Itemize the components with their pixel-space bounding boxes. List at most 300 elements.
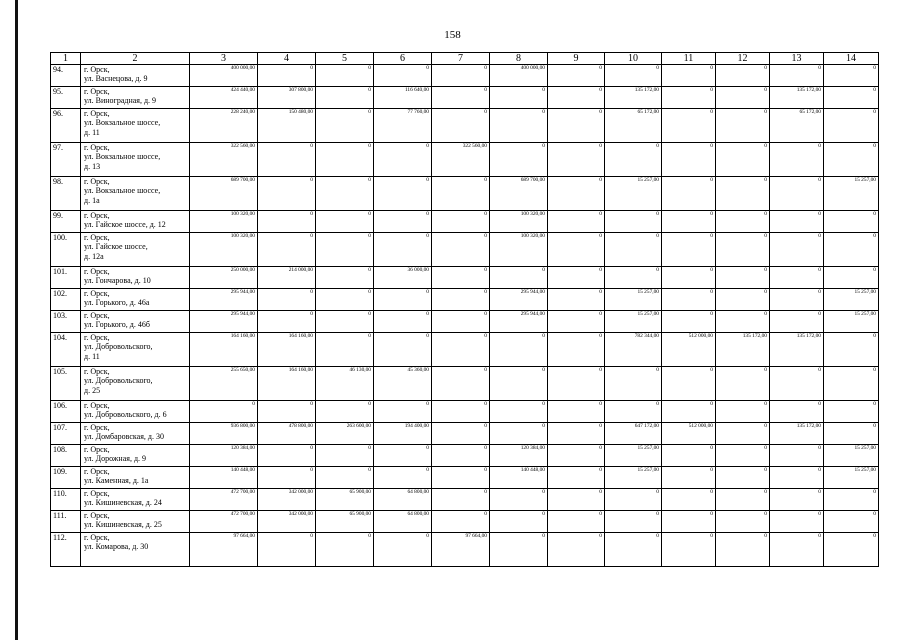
table-row bbox=[51, 233, 879, 267]
value-cell: 135 172,00 bbox=[770, 87, 824, 109]
value-cell: 0 bbox=[770, 267, 824, 289]
value-cell: 0 bbox=[716, 233, 770, 267]
value-cell: 322 560,00 bbox=[190, 143, 258, 177]
table-row bbox=[51, 87, 879, 109]
row-number: 101. bbox=[51, 267, 81, 289]
address-cell: г. Орск, ул. Кишиневская, д. 24 bbox=[81, 489, 190, 511]
value-cell: 0 bbox=[662, 511, 716, 533]
row-number: 110. bbox=[51, 489, 81, 511]
table-row bbox=[51, 467, 879, 489]
value-cell: 0 bbox=[605, 401, 662, 423]
value-cell: 0 bbox=[432, 489, 490, 511]
value-cell: 0 bbox=[716, 87, 770, 109]
value-cell: 0 bbox=[490, 109, 548, 143]
address-cell: г. Орск, ул. Горького, д. 46а bbox=[81, 289, 190, 311]
value-cell: 0 bbox=[770, 445, 824, 467]
value-cell: 65 172,00 bbox=[770, 109, 824, 143]
value-cell: 400 000,00 bbox=[490, 65, 548, 87]
column-header: 6 bbox=[374, 53, 432, 65]
row-number: 94. bbox=[51, 65, 81, 87]
value-cell: 15 257,00 bbox=[605, 445, 662, 467]
value-cell: 0 bbox=[548, 233, 605, 267]
row-number: 112. bbox=[51, 533, 81, 567]
row-number: 97. bbox=[51, 143, 81, 177]
value-cell: 0 bbox=[716, 311, 770, 333]
value-cell: 15 257,00 bbox=[605, 311, 662, 333]
value-cell: 0 bbox=[605, 367, 662, 401]
value-cell: 15 257,00 bbox=[824, 311, 879, 333]
value-cell: 0 bbox=[770, 401, 824, 423]
value-cell: 0 bbox=[432, 289, 490, 311]
value-cell: 0 bbox=[258, 533, 316, 567]
row-number: 96. bbox=[51, 109, 81, 143]
value-cell: 0 bbox=[374, 289, 432, 311]
value-cell: 0 bbox=[432, 267, 490, 289]
value-cell: 0 bbox=[490, 143, 548, 177]
value-cell: 135 172,00 bbox=[716, 333, 770, 367]
value-cell: 0 bbox=[258, 311, 316, 333]
value-cell: 782 344,00 bbox=[605, 333, 662, 367]
value-cell: 0 bbox=[548, 489, 605, 511]
value-cell: 0 bbox=[548, 423, 605, 445]
value-cell: 0 bbox=[770, 367, 824, 401]
value-cell: 0 bbox=[770, 233, 824, 267]
value-cell: 0 bbox=[662, 233, 716, 267]
value-cell: 0 bbox=[374, 143, 432, 177]
value-cell: 164 160,00 bbox=[258, 333, 316, 367]
value-cell: 0 bbox=[770, 511, 824, 533]
page-edge-rule bbox=[15, 0, 18, 640]
value-cell: 194 400,00 bbox=[374, 423, 432, 445]
value-cell: 0 bbox=[662, 211, 716, 233]
value-cell: 512 000,00 bbox=[662, 333, 716, 367]
value-cell: 0 bbox=[258, 233, 316, 267]
value-cell: 0 bbox=[258, 401, 316, 423]
value-cell: 0 bbox=[716, 289, 770, 311]
value-cell: 0 bbox=[432, 423, 490, 445]
value-cell: 0 bbox=[548, 109, 605, 143]
value-cell: 0 bbox=[770, 143, 824, 177]
value-cell: 0 bbox=[770, 289, 824, 311]
value-cell: 0 bbox=[258, 211, 316, 233]
value-cell: 0 bbox=[548, 289, 605, 311]
value-cell: 0 bbox=[374, 445, 432, 467]
value-cell: 0 bbox=[490, 489, 548, 511]
row-number: 95. bbox=[51, 87, 81, 109]
value-cell: 15 257,00 bbox=[824, 289, 879, 311]
value-cell: 15 257,00 bbox=[824, 467, 879, 489]
value-cell: 100 320,00 bbox=[190, 211, 258, 233]
value-cell: 15 257,00 bbox=[824, 177, 879, 211]
row-number: 111. bbox=[51, 511, 81, 533]
value-cell: 0 bbox=[824, 87, 879, 109]
value-cell: 0 bbox=[432, 511, 490, 533]
value-cell: 0 bbox=[316, 311, 374, 333]
column-header: 9 bbox=[548, 53, 605, 65]
value-cell: 120 384,00 bbox=[190, 445, 258, 467]
column-header: 5 bbox=[316, 53, 374, 65]
row-number: 105. bbox=[51, 367, 81, 401]
value-cell: 0 bbox=[824, 267, 879, 289]
value-cell: 0 bbox=[662, 533, 716, 567]
value-cell: 135 172,00 bbox=[770, 423, 824, 445]
value-cell: 0 bbox=[716, 109, 770, 143]
value-cell: 0 bbox=[316, 267, 374, 289]
value-cell: 0 bbox=[548, 367, 605, 401]
value-cell: 0 bbox=[490, 511, 548, 533]
value-cell: 0 bbox=[824, 511, 879, 533]
value-cell: 0 bbox=[716, 211, 770, 233]
value-cell: 0 bbox=[770, 311, 824, 333]
value-cell: 0 bbox=[316, 289, 374, 311]
value-cell: 15 257,00 bbox=[824, 445, 879, 467]
column-header: 4 bbox=[258, 53, 316, 65]
table-row bbox=[51, 289, 879, 311]
address-cell: г. Орск, ул. Комарова, д. 30 bbox=[81, 533, 190, 567]
value-cell: 936 800,00 bbox=[190, 423, 258, 445]
value-cell: 0 bbox=[716, 511, 770, 533]
row-number: 100. bbox=[51, 233, 81, 267]
value-cell: 250 000,00 bbox=[190, 267, 258, 289]
value-cell: 322 560,00 bbox=[432, 143, 490, 177]
table-row bbox=[51, 401, 879, 423]
value-cell: 0 bbox=[605, 489, 662, 511]
value-cell: 0 bbox=[490, 87, 548, 109]
table-row bbox=[51, 533, 879, 567]
value-cell: 0 bbox=[662, 87, 716, 109]
value-cell: 0 bbox=[316, 143, 374, 177]
value-cell: 0 bbox=[316, 333, 374, 367]
value-cell: 0 bbox=[432, 311, 490, 333]
row-number: 104. bbox=[51, 333, 81, 367]
value-cell: 0 bbox=[374, 311, 432, 333]
row-number: 107. bbox=[51, 423, 81, 445]
row-number: 109. bbox=[51, 467, 81, 489]
value-cell: 135 172,00 bbox=[770, 333, 824, 367]
value-cell: 0 bbox=[316, 211, 374, 233]
value-cell: 0 bbox=[548, 177, 605, 211]
value-cell: 0 bbox=[374, 177, 432, 211]
value-cell: 0 bbox=[662, 401, 716, 423]
column-header: 8 bbox=[490, 53, 548, 65]
value-cell: 0 bbox=[316, 87, 374, 109]
table-body bbox=[51, 65, 879, 567]
value-cell: 0 bbox=[258, 143, 316, 177]
address-cell: г. Орск, ул. Домбаровская, д. 30 bbox=[81, 423, 190, 445]
value-cell: 100 320,00 bbox=[490, 211, 548, 233]
value-cell: 15 257,00 bbox=[605, 289, 662, 311]
value-cell: 0 bbox=[490, 401, 548, 423]
column-header: 10 bbox=[605, 53, 662, 65]
value-cell: 0 bbox=[316, 401, 374, 423]
value-cell: 689 700,00 bbox=[190, 177, 258, 211]
value-cell: 295 944,00 bbox=[490, 289, 548, 311]
table-row bbox=[51, 211, 879, 233]
value-cell: 77 760,00 bbox=[374, 109, 432, 143]
address-cell: г. Орск, ул. Васнецова, д. 9 bbox=[81, 65, 190, 87]
column-header: 2 bbox=[81, 53, 190, 65]
value-cell: 150 480,00 bbox=[258, 109, 316, 143]
value-cell: 424 440,00 bbox=[190, 87, 258, 109]
value-cell: 647 172,00 bbox=[605, 423, 662, 445]
value-cell: 0 bbox=[374, 233, 432, 267]
value-cell: 0 bbox=[548, 65, 605, 87]
value-cell: 0 bbox=[316, 65, 374, 87]
value-cell: 0 bbox=[824, 333, 879, 367]
row-number: 99. bbox=[51, 211, 81, 233]
value-cell: 342 000,00 bbox=[258, 489, 316, 511]
value-cell: 0 bbox=[716, 367, 770, 401]
value-cell: 0 bbox=[662, 177, 716, 211]
column-header: 7 bbox=[432, 53, 490, 65]
value-cell: 0 bbox=[548, 333, 605, 367]
value-cell: 120 384,00 bbox=[490, 445, 548, 467]
value-cell: 0 bbox=[824, 233, 879, 267]
value-cell: 0 bbox=[770, 533, 824, 567]
value-cell: 0 bbox=[548, 143, 605, 177]
row-number: 108. bbox=[51, 445, 81, 467]
value-cell: 0 bbox=[432, 333, 490, 367]
value-cell: 0 bbox=[432, 233, 490, 267]
value-cell: 295 944,00 bbox=[190, 311, 258, 333]
value-cell: 45 360,00 bbox=[374, 367, 432, 401]
value-cell: 0 bbox=[374, 65, 432, 87]
table-row bbox=[51, 333, 879, 367]
value-cell: 116 640,00 bbox=[374, 87, 432, 109]
address-cell: г. Орск, ул. Добровольского, д. 11 bbox=[81, 333, 190, 367]
value-cell: 0 bbox=[824, 423, 879, 445]
register-table bbox=[50, 52, 879, 567]
row-number: 103. bbox=[51, 311, 81, 333]
value-cell: 0 bbox=[605, 211, 662, 233]
column-header: 12 bbox=[716, 53, 770, 65]
value-cell: 0 bbox=[258, 467, 316, 489]
address-cell: г. Орск, ул. Дорожная, д. 9 bbox=[81, 445, 190, 467]
table-row bbox=[51, 143, 879, 177]
value-cell: 0 bbox=[716, 177, 770, 211]
column-header: 11 bbox=[662, 53, 716, 65]
value-cell: 0 bbox=[716, 467, 770, 489]
value-cell: 0 bbox=[374, 401, 432, 423]
value-cell: 0 bbox=[432, 367, 490, 401]
value-cell: 0 bbox=[316, 177, 374, 211]
value-cell: 0 bbox=[770, 177, 824, 211]
table-row bbox=[51, 65, 879, 87]
table-row bbox=[51, 109, 879, 143]
value-cell: 0 bbox=[374, 333, 432, 367]
value-cell: 0 bbox=[662, 311, 716, 333]
value-cell: 0 bbox=[605, 233, 662, 267]
table-row bbox=[51, 367, 879, 401]
address-cell: г. Орск, ул. Каменная, д. 1а bbox=[81, 467, 190, 489]
address-cell: г. Орск, ул. Горького, д. 46б bbox=[81, 311, 190, 333]
value-cell: 512 000,00 bbox=[662, 423, 716, 445]
value-cell: 0 bbox=[716, 423, 770, 445]
value-cell: 0 bbox=[770, 467, 824, 489]
value-cell: 0 bbox=[824, 367, 879, 401]
table-row bbox=[51, 445, 879, 467]
value-cell: 255 650,00 bbox=[190, 367, 258, 401]
value-cell: 0 bbox=[770, 211, 824, 233]
value-cell: 0 bbox=[605, 65, 662, 87]
value-cell: 0 bbox=[316, 445, 374, 467]
table-row bbox=[51, 511, 879, 533]
value-cell: 0 bbox=[662, 289, 716, 311]
table-row bbox=[51, 177, 879, 211]
value-cell: 0 bbox=[605, 511, 662, 533]
value-cell: 100 320,00 bbox=[190, 233, 258, 267]
address-cell: г. Орск, ул. Кишиневская, д. 25 bbox=[81, 511, 190, 533]
value-cell: 65 900,00 bbox=[316, 511, 374, 533]
value-cell: 0 bbox=[548, 87, 605, 109]
value-cell: 0 bbox=[716, 445, 770, 467]
value-cell: 65 172,00 bbox=[605, 109, 662, 143]
value-cell: 307 800,00 bbox=[258, 87, 316, 109]
value-cell: 97 664,00 bbox=[190, 533, 258, 567]
value-cell: 0 bbox=[716, 65, 770, 87]
value-cell: 0 bbox=[770, 65, 824, 87]
value-cell: 228 240,00 bbox=[190, 109, 258, 143]
address-cell: г. Орск, ул. Вокзальное шоссе, д. 11 bbox=[81, 109, 190, 143]
value-cell: 64 800,00 bbox=[374, 489, 432, 511]
value-cell: 0 bbox=[662, 65, 716, 87]
value-cell: 0 bbox=[490, 423, 548, 445]
value-cell: 214 000,00 bbox=[258, 267, 316, 289]
value-cell: 0 bbox=[716, 143, 770, 177]
value-cell: 478 800,00 bbox=[258, 423, 316, 445]
value-cell: 0 bbox=[716, 401, 770, 423]
value-cell: 0 bbox=[316, 109, 374, 143]
value-cell: 140 448,00 bbox=[490, 467, 548, 489]
column-header: 1 bbox=[51, 53, 81, 65]
address-cell: г. Орск, ул. Гайское шоссе, д. 12 bbox=[81, 211, 190, 233]
column-header: 3 bbox=[190, 53, 258, 65]
value-cell: 0 bbox=[432, 87, 490, 109]
value-cell: 0 bbox=[258, 289, 316, 311]
value-cell: 0 bbox=[374, 467, 432, 489]
value-cell: 0 bbox=[716, 533, 770, 567]
value-cell: 97 664,00 bbox=[432, 533, 490, 567]
value-cell: 15 257,00 bbox=[605, 177, 662, 211]
value-cell: 0 bbox=[490, 333, 548, 367]
value-cell: 164 160,00 bbox=[258, 367, 316, 401]
value-cell: 0 bbox=[824, 211, 879, 233]
value-cell: 0 bbox=[490, 533, 548, 567]
value-cell: 15 257,00 bbox=[605, 467, 662, 489]
address-cell: г. Орск, ул. Добровольского, д. 25 bbox=[81, 367, 190, 401]
value-cell: 0 bbox=[824, 143, 879, 177]
value-cell: 0 bbox=[432, 211, 490, 233]
value-cell: 100 320,00 bbox=[490, 233, 548, 267]
address-cell: г. Орск, ул. Гончарова, д. 10 bbox=[81, 267, 190, 289]
value-cell: 0 bbox=[374, 211, 432, 233]
value-cell: 135 172,00 bbox=[605, 87, 662, 109]
column-header: 13 bbox=[770, 53, 824, 65]
value-cell: 0 bbox=[432, 467, 490, 489]
value-cell: 0 bbox=[432, 65, 490, 87]
value-cell: 0 bbox=[548, 533, 605, 567]
value-cell: 140 448,00 bbox=[190, 467, 258, 489]
address-cell: г. Орск, ул. Добровольского, д. 6 bbox=[81, 401, 190, 423]
page-number: 158 bbox=[444, 29, 461, 41]
value-cell: 0 bbox=[824, 65, 879, 87]
value-cell: 0 bbox=[258, 65, 316, 87]
value-cell: 472 700,00 bbox=[190, 489, 258, 511]
value-cell: 0 bbox=[548, 401, 605, 423]
value-cell: 0 bbox=[662, 143, 716, 177]
value-cell: 0 bbox=[316, 233, 374, 267]
table-row bbox=[51, 311, 879, 333]
value-cell: 0 bbox=[548, 511, 605, 533]
column-header: 14 bbox=[824, 53, 879, 65]
value-cell: 46 130,00 bbox=[316, 367, 374, 401]
value-cell: 164 160,00 bbox=[190, 333, 258, 367]
value-cell: 0 bbox=[824, 109, 879, 143]
value-cell: 0 bbox=[662, 445, 716, 467]
value-cell: 472 700,00 bbox=[190, 511, 258, 533]
value-cell: 0 bbox=[548, 445, 605, 467]
value-cell: 0 bbox=[605, 267, 662, 289]
value-cell: 0 bbox=[662, 267, 716, 289]
value-cell: 36 000,00 bbox=[374, 267, 432, 289]
value-cell: 0 bbox=[490, 367, 548, 401]
value-cell: 0 bbox=[190, 401, 258, 423]
address-cell: г. Орск, ул. Виноградная, д. 9 bbox=[81, 87, 190, 109]
address-cell: г. Орск, ул. Вокзальное шоссе, д. 13 bbox=[81, 143, 190, 177]
value-cell: 0 bbox=[770, 489, 824, 511]
value-cell: 0 bbox=[432, 401, 490, 423]
value-cell: 65 900,00 bbox=[316, 489, 374, 511]
value-cell: 0 bbox=[662, 467, 716, 489]
value-cell: 0 bbox=[824, 489, 879, 511]
value-cell: 689 700,00 bbox=[490, 177, 548, 211]
table-row bbox=[51, 267, 879, 289]
row-number: 98. bbox=[51, 177, 81, 211]
value-cell: 0 bbox=[490, 267, 548, 289]
value-cell: 0 bbox=[716, 267, 770, 289]
address-cell: г. Орск, ул. Вокзальное шоссе, д. 1а bbox=[81, 177, 190, 211]
value-cell: 0 bbox=[432, 445, 490, 467]
value-cell: 0 bbox=[716, 489, 770, 511]
value-cell: 0 bbox=[548, 211, 605, 233]
value-cell: 0 bbox=[548, 311, 605, 333]
value-cell: 0 bbox=[432, 109, 490, 143]
address-cell: г. Орск, ул. Гайское шоссе, д. 12а bbox=[81, 233, 190, 267]
value-cell: 0 bbox=[662, 367, 716, 401]
value-cell: 0 bbox=[316, 467, 374, 489]
value-cell: 263 600,00 bbox=[316, 423, 374, 445]
value-cell: 0 bbox=[258, 177, 316, 211]
value-cell: 0 bbox=[605, 533, 662, 567]
value-cell: 64 800,00 bbox=[374, 511, 432, 533]
value-cell: 0 bbox=[824, 401, 879, 423]
value-cell: 295 944,00 bbox=[490, 311, 548, 333]
value-cell: 0 bbox=[548, 467, 605, 489]
value-cell: 0 bbox=[374, 533, 432, 567]
table-row bbox=[51, 489, 879, 511]
value-cell: 0 bbox=[605, 143, 662, 177]
value-cell: 0 bbox=[662, 109, 716, 143]
row-number: 102. bbox=[51, 289, 81, 311]
value-cell: 0 bbox=[824, 533, 879, 567]
value-cell: 295 944,00 bbox=[190, 289, 258, 311]
value-cell: 0 bbox=[258, 445, 316, 467]
value-cell: 0 bbox=[316, 533, 374, 567]
row-number: 106. bbox=[51, 401, 81, 423]
header-row bbox=[51, 53, 879, 65]
value-cell: 0 bbox=[432, 177, 490, 211]
value-cell: 0 bbox=[548, 267, 605, 289]
